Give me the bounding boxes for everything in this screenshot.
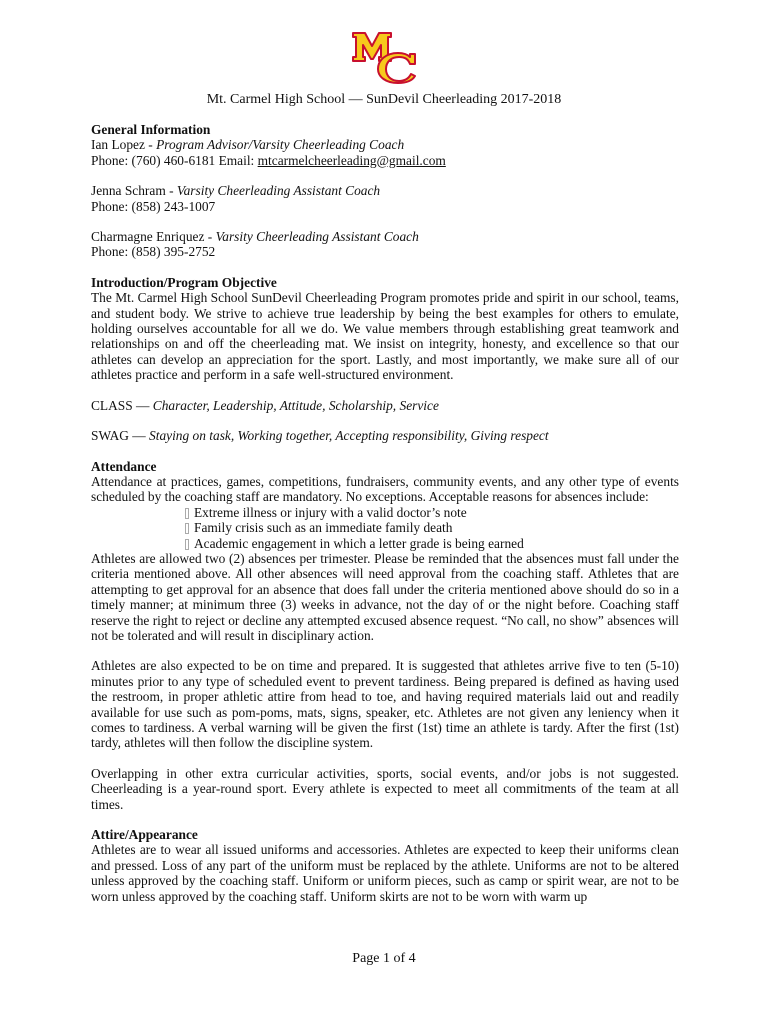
attire-heading: Attire/Appearance (91, 827, 198, 843)
absence-policy-paragraph: Athletes are allowed two (2) absences per trimester. Please be reminded that the absences must fall under the criteria mentioned above. All other absences will need approval from the coaching staff. Athletes that are attempting to get approval for an absence that does fall under the criteria mentioned above should do so in a timely manner; at minimum three (3) weeks in advance, not the day of or the night before. Coaching staff reserve the right to reject or decline any attempted excused absence request. “No call, no show” absences will not be tolerated and will result in disciplinary action. (91, 550, 679, 643)
class-values: Character, Leadership, Attitude, Scholarship, Service (152, 397, 439, 413)
coach-3-name: Charmagne Enriquez - (91, 229, 216, 245)
class-line (91, 398, 679, 413)
swag-label: SWAG — (91, 428, 150, 444)
coach-2-phone: Phone: (858) 243-1007 (91, 198, 216, 214)
logo-mark (353, 33, 415, 83)
coach-1-contact (91, 153, 679, 168)
coach-3-phone: Phone: (858) 395-2752 (91, 244, 216, 260)
document-body (91, 122, 679, 904)
list-item: Academic engagement in which a letter grade is being earned (184, 536, 679, 551)
coach-3-line (91, 229, 679, 244)
coach-2-line (91, 183, 679, 198)
coach-1-phone: Phone: (760) 460-6181 Email: (91, 152, 258, 168)
page-number: Page 1 of 4 (352, 951, 416, 966)
email-link[interactable]: mtcarmelcheerleading@gmail.com (257, 152, 446, 168)
document-title: Mt. Carmel High School — SunDevil Cheerleading 2017-2018 (206, 92, 562, 107)
attendance-intro: Attendance at practices, games, competitions, fundraisers, community events, and any other type of events scheduled by the coaching staff are mandatory. No exceptions. Acceptable reasons for absences include: (91, 473, 679, 505)
coach-1-line (91, 137, 679, 152)
coach-3-role: Varsity Cheerleading Assistant Coach (215, 229, 419, 245)
class-label: CLASS — (91, 397, 153, 413)
coach-1-role: Program Advisor/Varsity Cheerleading Coach (156, 137, 405, 153)
coach-1-name: Ian Lopez - (91, 137, 157, 153)
coach-2-role: Varsity Cheerleading Assistant Coach (176, 183, 381, 199)
attire-paragraph: Athletes are to wear all issued uniforms and accessories. Athletes are expected to keep their uniforms clean and pressed. Loss of any part of the uniform must be replaced by the athlete. Uniforms are not to be altered unless approved by the coaching staff. Uniform or uniform pieces, such as camp or spirit wear, are not to be worn unless approved by the coaching staff. Uniform skirts are not to be worn with warm up (91, 842, 679, 904)
swag-line (91, 428, 679, 443)
tardiness-paragraph: Athletes are also expected to be on time and prepared. It is suggested that athletes arrive five to ten (5-10) minutes prior to any type of scheduled event to prevent tardiness. Being prepared is defined as having used the restroom, in proper athletic attire from head to toe, and having required materials laid out and readily available for use such as pom-poms, mats, signs, speaker, etc. Athletes are not given any leniency when it comes to tardiness. A verbal warning will be given the first (1st) time an athlete is tardy. After the first (1st) tardy, athletes will then follow the discipline system. (91, 658, 679, 751)
overlap-paragraph: Overlapping in other extra curricular activities, sports, social events, and/or jobs is not suggested. Cheerleading is a year-round sport. Every athlete is expected to meet all commitments of the team at all times. (91, 765, 679, 812)
intro-paragraph: The Mt. Carmel High School SunDevil Cheerleading Program promotes pride and spirit in our school, teams, and student body. We strive to achieve true leadership by being the best examples for others to emulate, holding ourselves accountable for all we do. We value members through establishing great teamwork and relationships on and off the cheerleading mat. We insist on integrity, honesty, and excellence so that our athletes can develop an appreciation for the sport. Lastly, and most importantly, we make sure all of our athletes practice and perform in a safe well-structured environment. (91, 290, 679, 383)
attendance-heading: Attendance (91, 458, 157, 474)
list-item: Extreme illness or injury with a valid doctor’s note (184, 505, 679, 520)
coach-2-name: Jenna Schram - (91, 183, 177, 199)
logo-letter-c (378, 53, 415, 83)
list-item: Family crisis such as an immediate family death (184, 520, 679, 535)
absence-reasons-list (91, 505, 679, 551)
intro-heading: Introduction/Program Objective (91, 274, 277, 290)
general-heading: General Information (91, 122, 211, 137)
mc-logo (351, 30, 417, 84)
swag-values: Staying on task, Working together, Accepting responsibility, Giving respect (149, 428, 549, 444)
